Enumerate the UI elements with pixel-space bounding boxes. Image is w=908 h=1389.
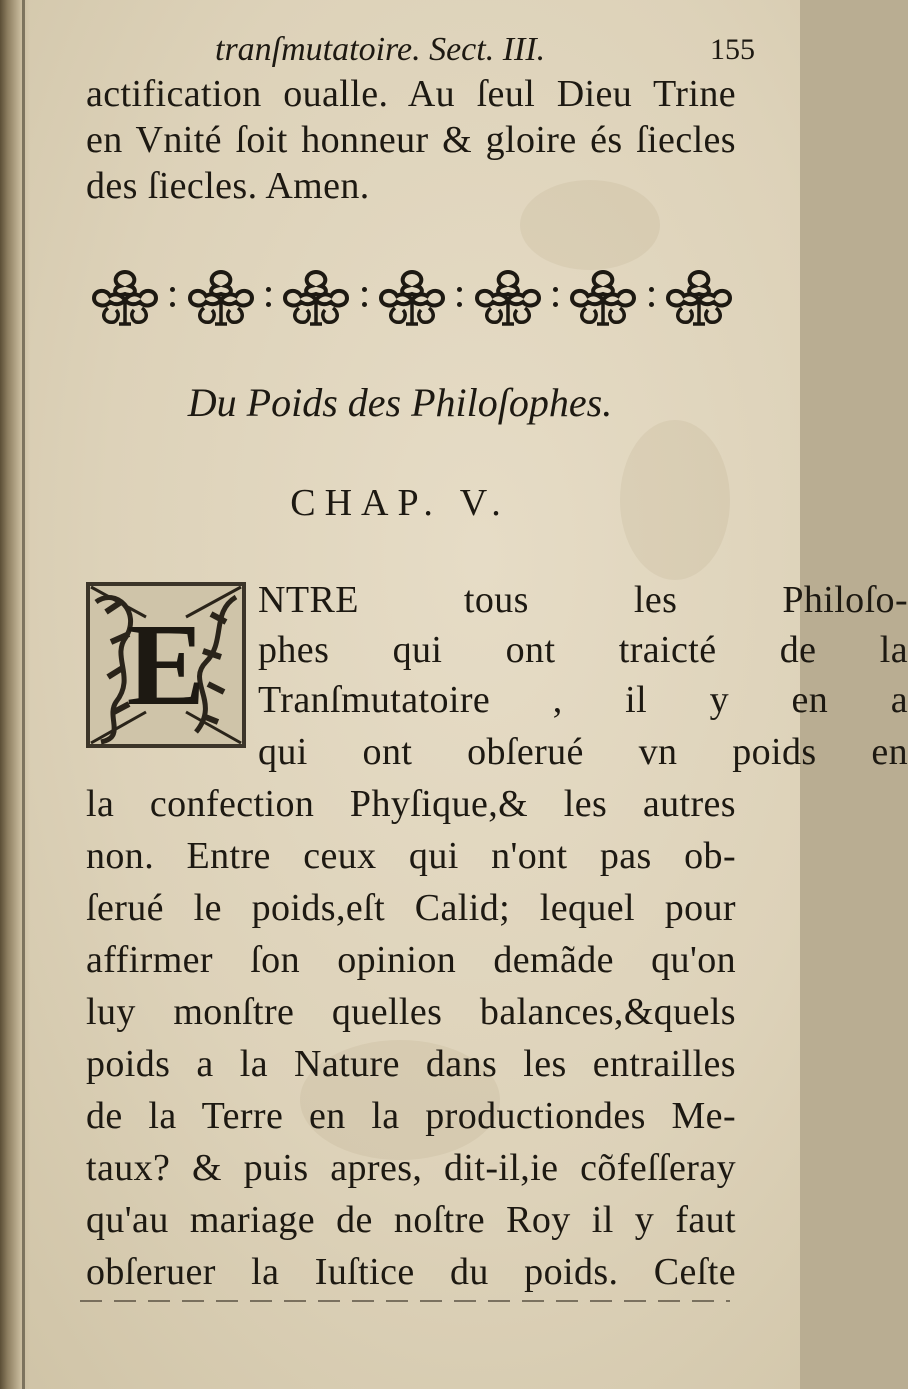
text-line: poids a la Nature dans les entrailles [86, 1043, 736, 1085]
text-line: NTRE tous les Philoſo- [258, 579, 908, 621]
ornament-colon [265, 287, 271, 307]
running-head-title: tranſmutatoire. Sect. III. [215, 31, 546, 68]
text-line: des ſiecles. Amen. [86, 165, 370, 207]
fleuron-icon [373, 264, 451, 330]
fleuron-ornament-band [86, 262, 738, 332]
ornament-colon [170, 287, 176, 307]
text-line: qui ont obſerué vn poids en [258, 731, 908, 773]
drop-cap-letter: E [126, 599, 206, 730]
text-line: de la Terre en la productiondes Me- [86, 1095, 736, 1137]
section-title: Du Poids des Philoſophes. [187, 380, 613, 425]
fleuron-icon [182, 264, 260, 330]
text-line: la confection Phyſique,& les autres [86, 783, 736, 825]
fleuron-icon [277, 264, 355, 330]
paper-stain [520, 180, 660, 270]
text-line: ſerué le poids,eſt Calid; lequel pour [86, 887, 736, 929]
fleuron-icon [86, 264, 164, 330]
ornament-colon [457, 287, 463, 307]
text-line: Tranſmutatoire , il y en a [258, 679, 908, 721]
text-line: taux? & puis apres, dit-il,ie cõfeſſeray [86, 1147, 736, 1189]
binding-edge [22, 0, 25, 1389]
ornament-colon [361, 287, 367, 307]
page-number: 155 [710, 33, 755, 66]
fleuron-icon [469, 264, 547, 330]
fleuron-icon [660, 264, 738, 330]
text-line: obſeruer la Iuſtice du poids. Ceſte [86, 1251, 736, 1293]
text-line: non. Entre ceux qui n'ont pas ob- [86, 835, 736, 877]
page-gutter-shadow [0, 0, 30, 1389]
ornament-colon [552, 287, 558, 307]
chapter-heading: CHAP. V. [290, 482, 510, 524]
decorated-initial-e [86, 582, 246, 748]
ornament-colon [648, 287, 654, 307]
text-line: actification oualle. Au ſeul Dieu Trine [86, 73, 736, 115]
text-line: qu'au mariage de noſtre Roy il y faut [86, 1199, 736, 1241]
text-line: phes qui ont traicté de la [258, 629, 908, 671]
fleuron-icon [564, 264, 642, 330]
text-line: en Vnité ſoit honneur & gloire és ſiecles [86, 119, 736, 161]
text-line: luy monſtre quelles balances,&quels [86, 991, 736, 1033]
running-head [215, 30, 755, 70]
text-line: affirmer ſon opinion demãde qu'on [86, 939, 736, 981]
bleed-through-rule [80, 1300, 730, 1302]
